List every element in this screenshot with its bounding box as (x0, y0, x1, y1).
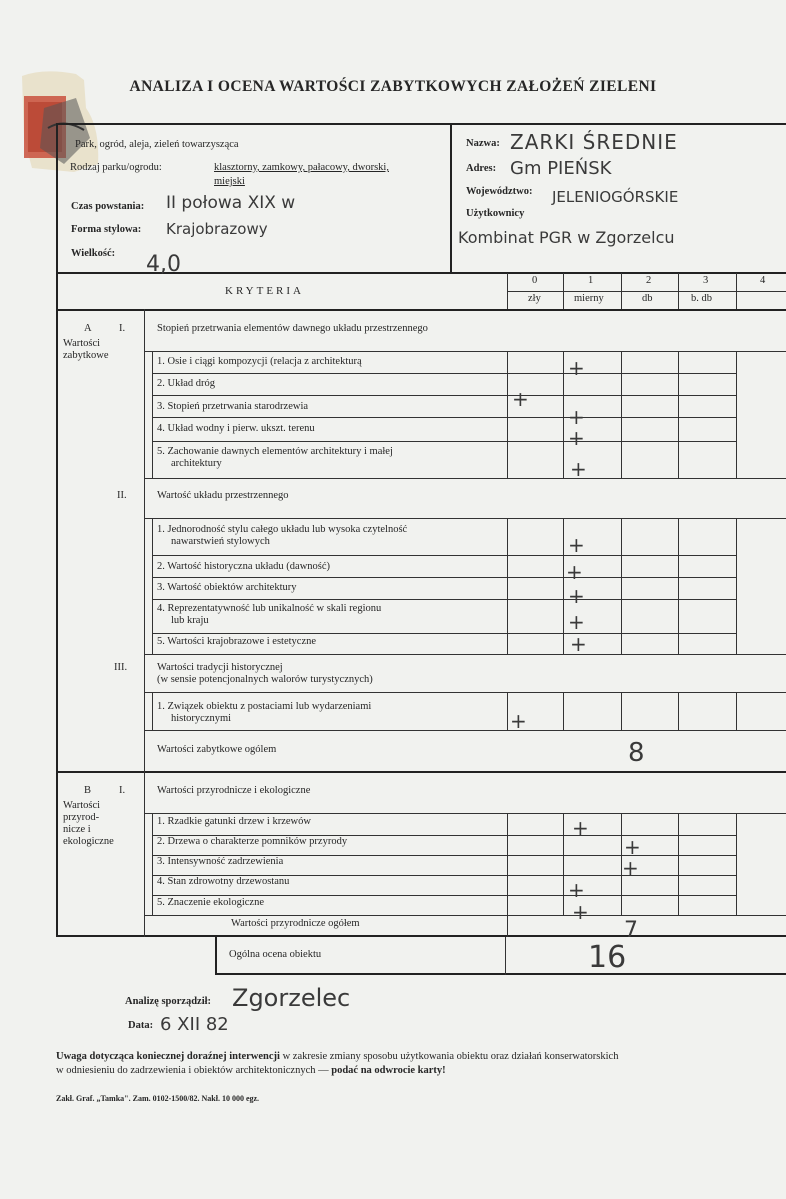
printer-imprint: Zakł. Graf. „Tamka". Zam. 0102-1500/82. Nakł. 10 000 egz. (56, 1094, 260, 1103)
nature-total-value: 7 (624, 918, 638, 943)
grid (152, 441, 736, 442)
score-mark-b1-1: + (572, 816, 589, 840)
scale-word-3: b. db (691, 293, 712, 304)
score-mark-a1-3: + (568, 405, 585, 429)
grid (152, 351, 153, 478)
grid (563, 692, 564, 730)
grid (678, 813, 679, 915)
size-label: Wielkość: (71, 248, 116, 259)
section-b-name: Wartości (63, 800, 101, 811)
rule (144, 730, 786, 731)
remark-line-2 (56, 1064, 446, 1078)
criterion-a1-5: 5. Zachowanie dawnych elementów architektury i małej (157, 446, 393, 457)
remark-bold-1: Uwaga dotycząca koniecznej doraźnej interwencji (56, 1051, 280, 1062)
criterion-b1-5: 5. Znaczenie ekologiczne (157, 897, 264, 908)
grid (152, 373, 736, 374)
section-a-left-column (144, 309, 145, 771)
scale-number-1: 1 (588, 275, 594, 286)
group-a3-roman: III. (114, 662, 128, 673)
rule (144, 813, 786, 814)
criterion-a1-2: 2. Układ dróg (157, 378, 216, 389)
remark-bold-2: podać na odwrocie karty! (331, 1065, 446, 1076)
section-b-name-2: przyrod- (63, 812, 100, 823)
grid (563, 813, 564, 915)
overall-score-divider (505, 937, 506, 975)
grid (678, 351, 679, 478)
address-value: Gm PIEŃSK (510, 158, 612, 179)
score-mark-a3-1: + (510, 709, 527, 733)
score-mark-a2-1: + (568, 533, 585, 557)
group-a1-roman: I. (119, 323, 126, 334)
criterion-a1-4: 4. Układ wodny i pierw. ukszt. terenu (157, 423, 315, 434)
grid (621, 692, 622, 730)
address-label: Adres: (466, 163, 497, 174)
scale-word-1: mierny (574, 293, 604, 304)
grid (152, 599, 736, 600)
grid (152, 633, 736, 634)
object-type-label: Park, ogród, aleja, zieleń towarzysząca (75, 139, 239, 150)
grid (736, 518, 737, 654)
rule (144, 478, 786, 479)
criterion-b1-1: 1. Rzadkie gatunki drzew i krzewów (157, 816, 311, 827)
score-mark-a2-5: + (570, 632, 587, 656)
section-b-name-3: nicze i (63, 824, 91, 835)
score-mark-a2-4: + (568, 610, 585, 634)
park-kind-options-2: miejski (214, 176, 245, 187)
section-b-letter: B (84, 785, 92, 796)
park-kind-label: Rodzaj parku/ogrodu: (70, 162, 162, 173)
rule (144, 692, 786, 693)
style-form-label: Forma stylowa: (71, 224, 142, 235)
criterion-a2-5: 5. Wartości krajobrazowe i estetyczne (157, 636, 317, 647)
users-value: Kombinat PGR w Zgorzelcu (458, 228, 675, 247)
section-a-letter: A (84, 323, 92, 334)
date-label: Data: (128, 1020, 154, 1031)
criterion-a2-1-cont: nawarstwień stylowych (171, 536, 270, 547)
heritage-total-label: Wartości zabytkowe ogólem (157, 744, 277, 755)
nature-total-label: Wartości przyrodnicze ogółem (231, 918, 360, 929)
criterion-a2-4-cont: lub kraju (171, 615, 209, 626)
grid (152, 813, 153, 915)
remark-text-1: w zakresie zmiany sposobu użytkowania obiektu oraz działań konserwatorskich (282, 1051, 619, 1062)
grid (736, 692, 737, 730)
grid (736, 351, 737, 478)
grid (678, 692, 679, 730)
creation-time-label: Czas powstania: (71, 201, 145, 212)
group-b1-title: Wartości przyrodnicze i ekologiczne (157, 785, 311, 796)
grid (152, 895, 736, 896)
voivodeship-value: JELENIOGÓRSKIE (552, 188, 679, 206)
rule (144, 654, 786, 655)
rule (144, 518, 786, 519)
grid (507, 351, 508, 478)
size-value: 4,0 (146, 252, 181, 277)
remark-line-1 (56, 1050, 618, 1064)
voivodeship-label: Województwo: (466, 186, 533, 197)
overall-rating-value: 16 (588, 940, 627, 975)
criteria-header: KRYTERIA (225, 285, 304, 297)
score-mark-b1-5: + (572, 900, 589, 924)
grid (152, 555, 736, 556)
section-ab-divider (58, 771, 786, 773)
prepared-by-label: Analizę sporządził: (125, 996, 212, 1007)
score-mark-a1-4: + (568, 426, 585, 450)
creation-time-value: II połowa XIX w (166, 193, 296, 213)
criterion-a3-1-cont: historycznymi (171, 713, 232, 724)
grid (152, 395, 736, 396)
rule (144, 351, 786, 352)
section-b-name-4: ekologiczne (63, 836, 114, 847)
style-form-value: Krajobrazowy (166, 220, 268, 238)
scale-number-0: 0 (532, 275, 538, 286)
score-mark-a1-5: + (570, 457, 587, 481)
criterion-a1-5-cont: architektury (171, 458, 222, 469)
scale-word-0: zły (528, 293, 541, 304)
score-mark-b1-4: + (568, 878, 585, 902)
criterion-b1-3: 3. Intensywność zadrzewienia (157, 856, 284, 867)
grid (736, 813, 737, 915)
section-b-left-column (144, 771, 145, 937)
criterion-b1-4: 4. Stan zdrowotny drzewostanu (157, 876, 290, 887)
heritage-total-value: 8 (628, 738, 645, 768)
grid (152, 577, 736, 578)
score-mark-b1-2: + (624, 835, 641, 859)
grid (152, 692, 153, 730)
scale-mid-rule (507, 291, 786, 292)
grid (144, 915, 786, 916)
grid (621, 351, 622, 478)
group-a2-roman: II. (117, 490, 127, 501)
score-mark-a2-3: + (568, 584, 585, 608)
date-value: 6 XII 82 (160, 1014, 229, 1035)
scale-number-2: 2 (646, 275, 652, 286)
header-divider (450, 125, 452, 273)
score-mark-a2-2: + (566, 560, 583, 584)
criterion-a2-2: 2. Wartość historyczna układu (dawność) (157, 561, 331, 572)
name-label: Nazwa: (466, 138, 500, 149)
prepared-by-value: Zgorzelec (232, 984, 351, 1012)
scale-word-2: db (642, 293, 653, 304)
criterion-b1-2: 2. Drzewa o charakterze pomników przyrody (157, 836, 348, 847)
group-b1-roman: I. (119, 785, 126, 796)
remark-text-2: w odniesieniu do zadrzewienia i obiektów architektonicznych — (56, 1065, 329, 1076)
name-value: ZARKI ŚREDNIE (510, 130, 678, 154)
form-title: ANALIZA I OCENA WARTOŚCI ZABYTKOWYCH ZAŁOŻEŃ ZIELENI (129, 78, 657, 95)
scale-number-3: 3 (703, 275, 709, 286)
park-kind-options: klasztorny, zamkowy, pałacowy, dworski, (214, 162, 389, 173)
criterion-a2-1: 1. Jednorodność stylu całego układu lub wysoka czytelność (157, 524, 408, 535)
score-mark-a1-1: + (568, 356, 585, 380)
criterion-a3-1: 1. Związek obiektu z postaciami lub wydarzeniami (157, 701, 372, 712)
group-a2-title: Wartość układu przestrzennego (157, 490, 289, 501)
grid (507, 692, 508, 730)
section-a-name-2: zabytkowe (63, 350, 109, 361)
scale-bottom-rule (58, 309, 786, 311)
section-a-name: Wartości (63, 338, 101, 349)
group-a3-subtitle: (w sensie potencjonalnych walorów turystycznych) (157, 674, 373, 685)
grid (563, 351, 564, 478)
criterion-a1-3: 3. Stopień przetrwania starodrzewia (157, 401, 309, 412)
group-a1-title: Stopień przetrwania elementów dawnego układu przestrzennego (157, 323, 428, 334)
users-label: Użytkownicy (466, 208, 525, 219)
grid (152, 417, 736, 418)
score-mark-a1-2: + (512, 387, 529, 411)
criterion-a2-4: 4. Reprezentatywność lub unikalność w skali regionu (157, 603, 382, 614)
score-mark-b1-3: + (622, 856, 639, 880)
group-a3-title: Wartości tradycji historycznej (157, 662, 283, 673)
scale-number-4: 4 (760, 275, 766, 286)
criterion-a1-1: 1. Osie i ciągi kompozycji (relacja z architekturą (157, 356, 362, 367)
criterion-a2-3: 3. Wartość obiektów architektury (157, 582, 297, 593)
overall-rating-label: Ogólna ocena obiektu (229, 949, 322, 960)
